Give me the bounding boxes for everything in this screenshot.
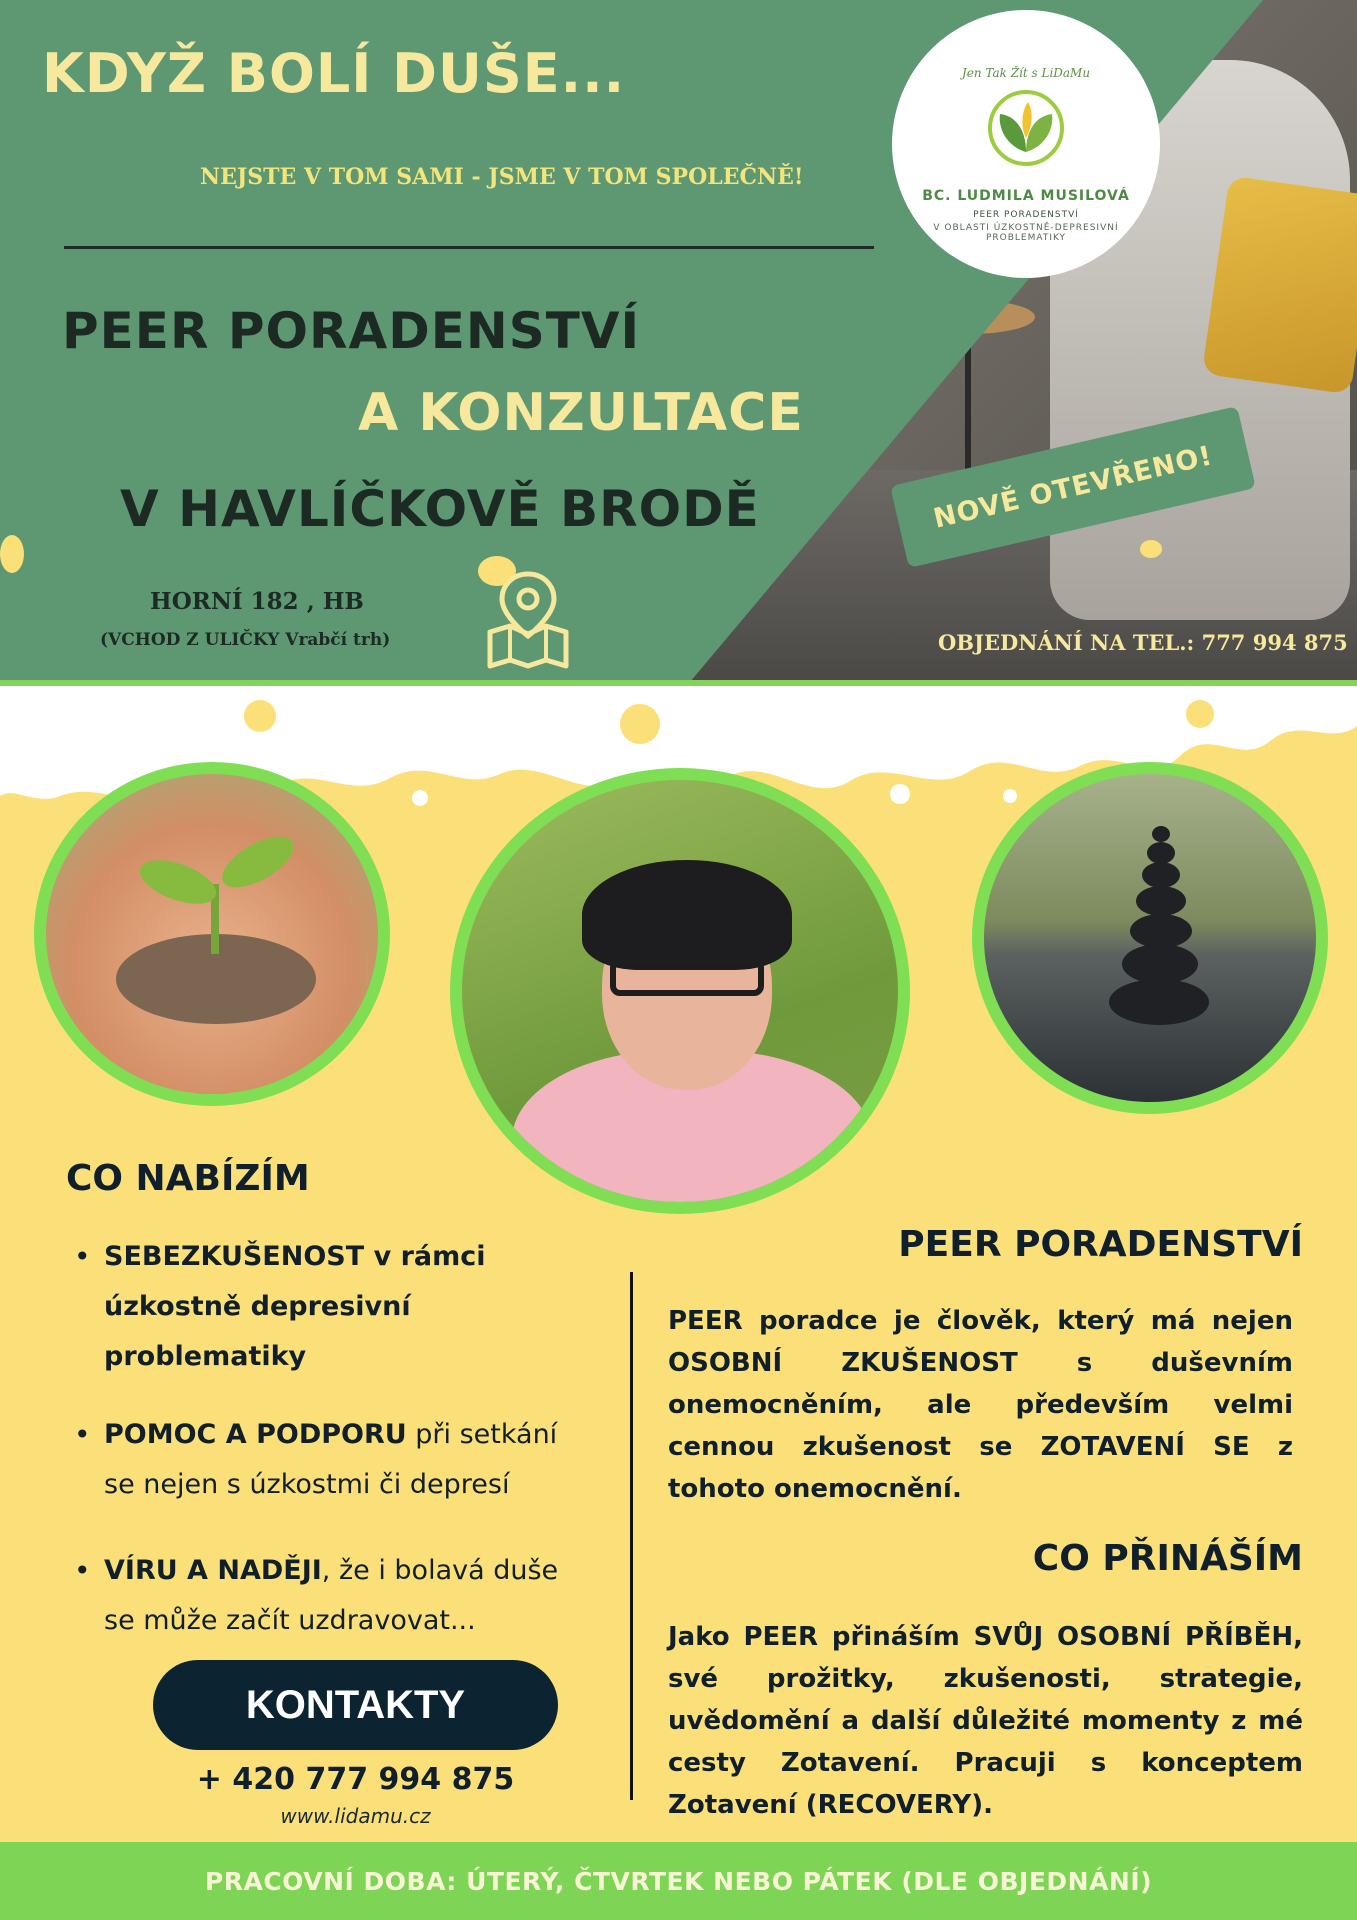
address: HORNÍ 182 , HB: [150, 588, 364, 615]
headline-line-1: PEER PORADENSTVÍ: [62, 302, 641, 360]
phone-number[interactable]: + 420 777 994 875: [196, 1762, 515, 1797]
tagline: NEJSTE V TOM SAMI - JSME V TOM SPOLEČNĚ!: [200, 164, 804, 190]
footer-bar: [0, 1842, 1357, 1920]
photo-cushion: [1202, 176, 1357, 395]
logo-subtitle: PEER PORADENSTVÍ: [973, 210, 1079, 220]
portrait-photo: [450, 768, 910, 1214]
paint-splat: [0, 535, 24, 573]
offer-heading: CO NABÍZÍM: [66, 1158, 310, 1199]
hair: [582, 860, 792, 970]
contacts-button[interactable]: KONTAKTY: [153, 1660, 558, 1750]
list-item: • SEBEZKUŠENOST v rámci úzkostně depresivní problematiky: [66, 1232, 586, 1382]
stone: [1130, 914, 1192, 948]
logo-name: BC. LUDMILA MUSILOVÁ: [922, 188, 1130, 204]
stone: [1147, 842, 1175, 864]
sprout-leaf: [214, 826, 301, 897]
offer-list: [66, 1232, 586, 1646]
column-divider: [630, 1272, 633, 1800]
map-pin-icon: [484, 570, 572, 670]
stone: [1136, 886, 1186, 916]
logo-script: Jen Tak Žít s LiDaMu: [961, 66, 1091, 80]
headline-line-3: V HAVLÍČKOVĚ BRODĚ: [120, 480, 760, 538]
bring-heading: CO PŘINÁŠÍM: [1032, 1538, 1303, 1579]
stone: [1152, 826, 1170, 842]
peer-description: PEER poradce je člověk, který má nejen OSOBNÍ ZKUŠENOST s duševním onemocněním, ale především velmi cennou zkušenost se ZOTAVENÍ SE z tohoto onemocnění.: [668, 1306, 1293, 1504]
order-phone[interactable]: OBJEDNÁNÍ NA TEL.: 777 994 875: [938, 630, 1348, 655]
title-divider: [64, 246, 874, 249]
page-title: KDYŽ BOLÍ DUŠE...: [42, 42, 626, 105]
stone: [1142, 862, 1180, 888]
list-item: • VÍRU A NADĚJI, že i bolavá duše se může začít uzdravovat...: [66, 1546, 586, 1646]
logo-subtitle-detail: V OBLASTI ÚZKOSTNĚ-DEPRESIVNÍ PROBLEMATIKY: [933, 223, 1119, 243]
entrance-note: (VCHOD Z ULIČKY Vrabčí trh): [100, 630, 391, 650]
bring-description: Jako PEER přináším SVŮJ OSOBNÍ PŘÍBĚH, své prožitky, zkušenosti, strategie, uvědomění a další důležité momenty z mé cesty Zotavení. Pracuji s konceptem Zotavení (RECOVERY).: [668, 1622, 1303, 1820]
stone: [1109, 979, 1209, 1025]
sprout-leaf: [134, 851, 221, 912]
logo-badge: [892, 10, 1160, 278]
photo-side-table: [905, 300, 1035, 334]
paint-splat: [1140, 540, 1162, 558]
leaf-logo-icon: [986, 88, 1066, 168]
peer-heading: PEER PORADENSTVÍ: [898, 1224, 1303, 1265]
website-link[interactable]: www.lidamu.cz: [280, 1804, 431, 1828]
headline-line-2: A KONZULTACE: [358, 383, 804, 443]
glasses: [610, 958, 764, 996]
stones-photo: [972, 762, 1328, 1114]
hero-section: [0, 0, 1357, 682]
new-opening-label: NOVĚ OTEVŘENO!: [930, 439, 1216, 535]
stone: [1122, 944, 1198, 984]
working-hours: PRACOVNÍ DOBA: ÚTERÝ, ČTVRTEK NEBO PÁTEK (DLE OBJEDNÁNÍ): [204, 1866, 1153, 1896]
seedling-photo: [34, 762, 390, 1106]
list-item: • POMOC A PODPORU při setkání se nejen s úzkostmi či depresí: [66, 1410, 586, 1510]
